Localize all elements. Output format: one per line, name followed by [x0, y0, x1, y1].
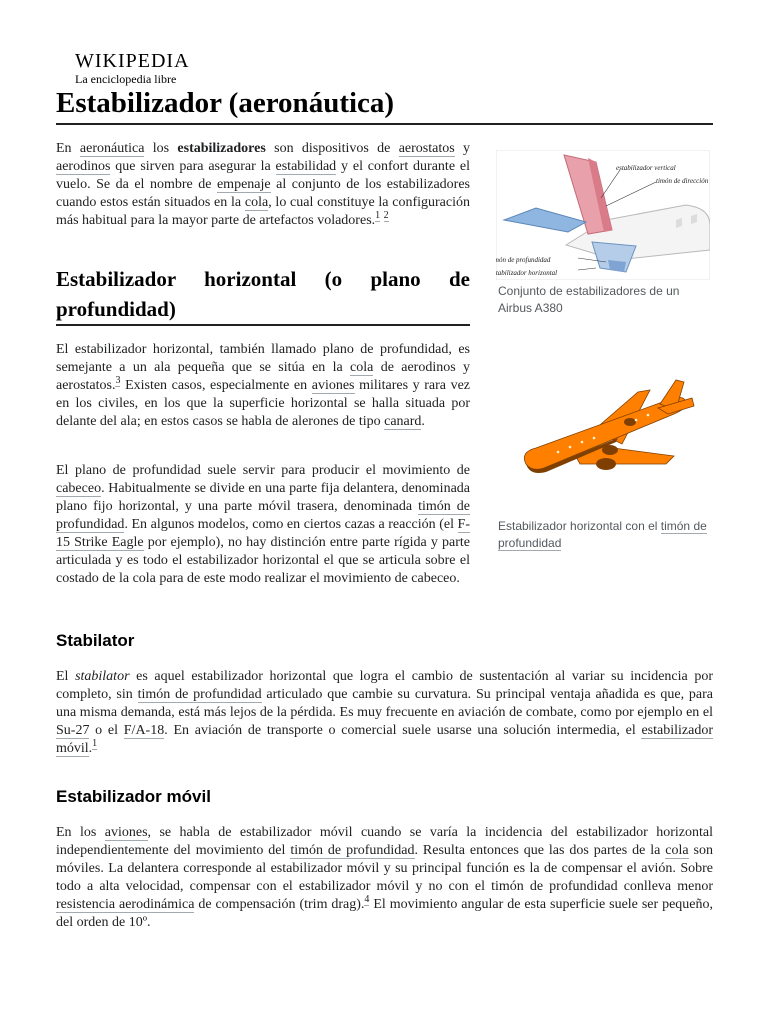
ref-1[interactable]: 1 [375, 210, 381, 222]
bold-term: estabilizadores [177, 141, 266, 156]
link-aeronautica[interactable]: aeronáutica [79, 141, 145, 156]
logo-wordmark: WIKIPEDIA [75, 50, 190, 72]
link-fa18[interactable]: F/A-18 [123, 723, 165, 738]
link-aerostatos[interactable]: aerostatos [398, 141, 455, 156]
link-timon-profundidad[interactable]: timón de profundidad [498, 519, 707, 550]
label-direccion: timón de dirección [656, 177, 709, 185]
link-f15[interactable]: F-15 Strike Eagle [56, 517, 470, 550]
link-timon-profundidad[interactable]: timón de profundidad [290, 843, 415, 858]
section-divider [56, 324, 470, 326]
link-cola[interactable]: cola [350, 360, 374, 375]
stabilator-paragraph: El stabilator es aquel estabilizador horizontal que logra el cambio de sustentación al variar su incidencia por completo, sin timón de profundidad articulado que cambie su curvatura. Su principal ventaja añadida es que, para una misma demanda, está más lejos de la pérdida. Es muy frecuente en aviación de combate, como por ejemplo en el Su-27 o el F/A-18. En aviación de transporte o comercial suele usarse una solución intermedia, el estabilizador móvil.$^1$ [56, 669, 713, 756]
link-estabilizador-movil[interactable]: estabilizador móvil [56, 723, 713, 756]
intro-paragraph: En aeronáutica los estabilizadores son dispositivos de aerostatos y aerodinos que sirven para asegurar la estabilidad y el confort durante el vuelo. Se da el nombre de empenaje al conjunto de los estabilizadores cuando estos están situados en la cola, lo cual constituye la configuración más habitual para la mayor parte de artefactos voladores.$^1$ $^2$ [56, 141, 470, 228]
section-heading-movil: Estabilizador móvil [56, 787, 211, 806]
link-empenaje[interactable]: empenaje [216, 177, 271, 192]
link-cola[interactable]: cola [665, 843, 689, 858]
link-cabeceo[interactable]: cabeceo [56, 481, 102, 496]
label-profundidad: timón de profundidad [496, 256, 551, 264]
section-heading-stabilator: Stabilator [56, 631, 135, 650]
orange-airplane-image[interactable] [498, 372, 710, 507]
link-cola[interactable]: cola [244, 195, 269, 210]
figure1-caption: Conjunto de estabilizadores de un Airbus A380 [498, 284, 680, 315]
link-aviones[interactable]: aviones [104, 825, 148, 840]
page-title: Estabilizador (aeronáutica) [56, 87, 395, 119]
section-heading-horizontal: Estabilizador horizontal (o plano de profundidad) [56, 267, 470, 321]
label-horizontal: estabilizador horizontal [496, 269, 558, 277]
horizontal-paragraph-2: El plano de profundidad suele servir para producir el movimiento de cabeceo. Habitualmente se divide en una parte fija delantera, denominada plano fijo horizontal, y una parte móvil trasera, denominada timón de profundidad. En algunos modelos, como en ciertos cazas a reacción (el F-15 Strike Eagle por ejemplo), no hay distinción entre parte rígida y parte articulada y es todo el estabilizador horizontal el que se articula sobre el costado de la cola para de este modo realizar el movimiento de cabeceo. [56, 463, 471, 586]
a380-empennage-image[interactable] [496, 150, 710, 280]
italic-term: stabilator [75, 669, 130, 684]
link-aerodinos[interactable]: aerodinos [56, 159, 111, 174]
wikipedia-logo[interactable] [75, 50, 190, 86]
link-estabilidad[interactable]: estabilidad [275, 159, 337, 174]
ref-1[interactable]: 1 [92, 738, 98, 750]
link-canard[interactable]: canard [384, 414, 422, 429]
horizontal-paragraph-1: El estabilizador horizontal, también llamado plano de profundidad, es semejante a un ala pequeña que se sitúa en la cola de aerodinos y aerostatos.$^3$ Existen casos, especialmente en aviones militares y rara vez en los civiles, en los que la superficie horizontal se halla situada por delante del ala; en estos casos se habla de alerones de tipo canard. [56, 342, 470, 429]
link-su27[interactable]: Su-27 [56, 723, 90, 738]
ref-4[interactable]: 4 [364, 894, 370, 906]
figure2-caption: Estabilizador horizontal con el timón de profundidad [498, 519, 707, 550]
ref-2[interactable]: 2 [383, 210, 389, 222]
title-divider [56, 123, 713, 125]
link-timon-profundidad[interactable]: timón de profundidad [56, 499, 470, 532]
ref-3[interactable]: 3 [115, 375, 121, 387]
movil-paragraph: En los aviones, se habla de estabilizador móvil cuando se varía la incidencia del estabilizador horizontal independientemente del movimiento del timón de profundidad. Resulta entonces que las dos partes de la cola son móviles. La delantera corresponde al estabilizador móvil y su principal función es la de compensar el avión. Sobre todo a alta velocidad, compensar con el estabilizador móvil y no con el timón de profundidad conlleva menor resistencia aerodinámica de compensación (trim drag).$^4$ El movimiento angular de esta superficie suele ser pequeño, del orden de 10º. [56, 825, 714, 930]
link-aviones[interactable]: aviones [311, 378, 355, 393]
label-vertical: estabilizador vertical [616, 164, 676, 172]
link-resistencia-aerodinamica[interactable]: resistencia aerodinámica [56, 897, 195, 912]
link-timon-profundidad[interactable]: timón de profundidad [137, 687, 262, 702]
logo-tagline: La enciclopedia libre [75, 72, 177, 86]
